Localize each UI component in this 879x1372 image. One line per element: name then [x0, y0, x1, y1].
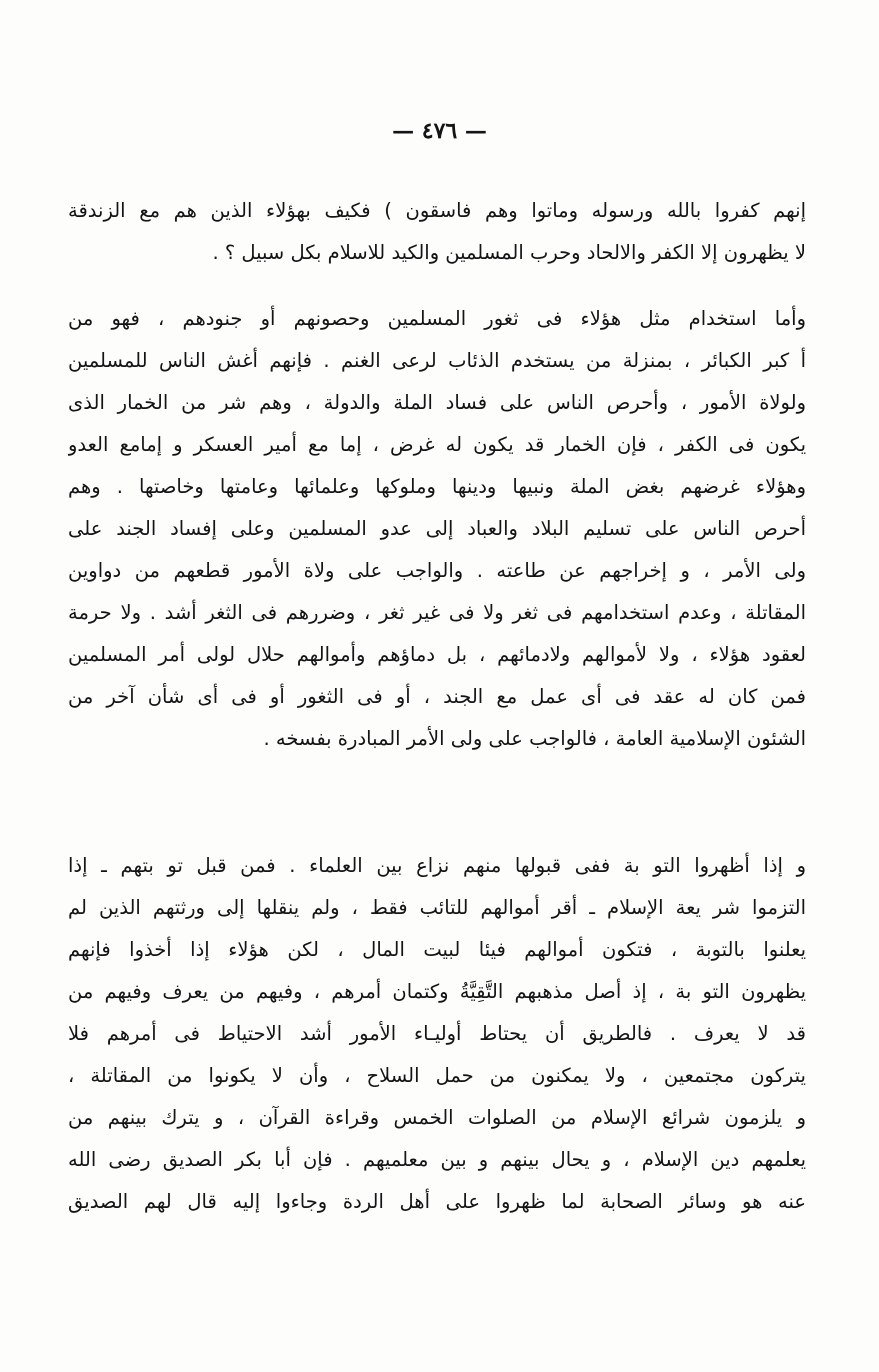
text-line: يعلنوا بالتوبة ، فتكون أموالهم فيئا لبيت المال ، لكن هؤلاء إذا أخذوا فإنهم	[68, 938, 806, 961]
text-line: الشئون الإسلامية العامة ، فالواجب على ولى الأمر المبادرة بفسخه .	[263, 727, 806, 750]
text-line: يظهرون التو بة ، إذ أصل مذهبهم التَّقِيَّةُ وكتمان أمرهم ، وفيهم من يعرف وفيهم من	[68, 980, 806, 1003]
paragraph-3	[68, 845, 806, 1223]
text-line: وهؤلاء غرضهم بغض الملة ونبيها ودينها وملوكها وعلمائها وعامتها وخاصتها . وهم	[68, 475, 806, 498]
paragraph-2	[68, 298, 806, 760]
text-line: لا يظهرون إلا الكفر والالحاد وحرب المسلمين والكيد للاسلام بكل سبيل ؟ .	[212, 241, 806, 264]
text-line: ولولاة الأمور ، وأحرص الناس على فساد الملة والدولة ، وهم شر من الخمار الذى	[68, 391, 806, 414]
text-line: أ كبر الكبائر ، بمنزلة من يستخدم الذئاب لرعى الغنم . فإنهم أغش الناس للمسلمين	[68, 349, 806, 372]
text-line: فمن كان له عقد فى أى عمل مع الجند ، أو فى الثغور أو فى أى شأن آخر من	[68, 685, 806, 708]
page-number: — ٤٧٦ —	[392, 118, 487, 144]
text-line: يكون فى الكفر ، فإن الخمار قد يكون له غرض ، إما مع أمير العسكر و إمامع العدو	[68, 433, 806, 456]
text-line: عنه هو وسائر الصحابة لما ظهروا على أهل الردة وجاءوا إليه قال لهم الصديق	[68, 1190, 806, 1213]
text-line: التزموا شر يعة الإسلام ـ أقر أموالهم للتائب فقط ، ولم ينقلها إلى ورثتهم الذين لم	[68, 896, 806, 919]
text-line: المقاتلة ، وعدم استخدامهم فى ثغر ولا فى غير ثغر ، وضررهم فى الثغر أشد . ولا حرمة	[68, 601, 806, 624]
text-line: أحرص الناس على تسليم البلاد والعباد إلى عدو المسلمين وعلى إفساد الجند على	[68, 517, 806, 540]
text-line: يعلمهم دين الإسلام ، و يحال بينهم و بين معلميهم . فإن أبا بكر الصديق رضى الله	[68, 1148, 806, 1171]
text-line: ولى الأمر ، و إخراجهم عن طاعته . والواجب على ولاة الأمور قطعهم من دواوين	[68, 559, 806, 582]
text-line: قد لا يعرف . فالطريق أن يحتاط أوليـاء الأمور أشد الاحتياط فى أمرهم فلا	[68, 1022, 806, 1045]
text-line: يتركون مجتمعين ، ولا يمكنون من حمل السلاح ، وأن لا يكونوا من المقاتلة ،	[68, 1064, 806, 1087]
text-line: إنهم كفروا بالله ورسوله وماتوا وهم فاسقون ) فكيف بهؤلاء الذين هم مع الزندقة	[68, 199, 806, 222]
text-line: و يلزمون شرائع الإسلام من الصلوات الخمس وقراءة القرآن ، و يترك بينهم من	[68, 1106, 806, 1129]
paragraph-1	[68, 190, 806, 274]
text-line: لعقود هؤلاء ، ولا لأموالهم ولادمائهم ، بل دماؤهم وأموالهم حلال لولى أمر المسلمين	[68, 643, 806, 666]
text-line: وأما استخدام مثل هؤلاء فى ثغور المسلمين وحصونهم أو جنودهم ، فهو من	[68, 307, 806, 330]
text-line: و إذا أظهروا التو بة ففى قبولها منهم نزاع بين العلماء . فمن قبل تو بتهم ـ إذا	[68, 854, 806, 877]
